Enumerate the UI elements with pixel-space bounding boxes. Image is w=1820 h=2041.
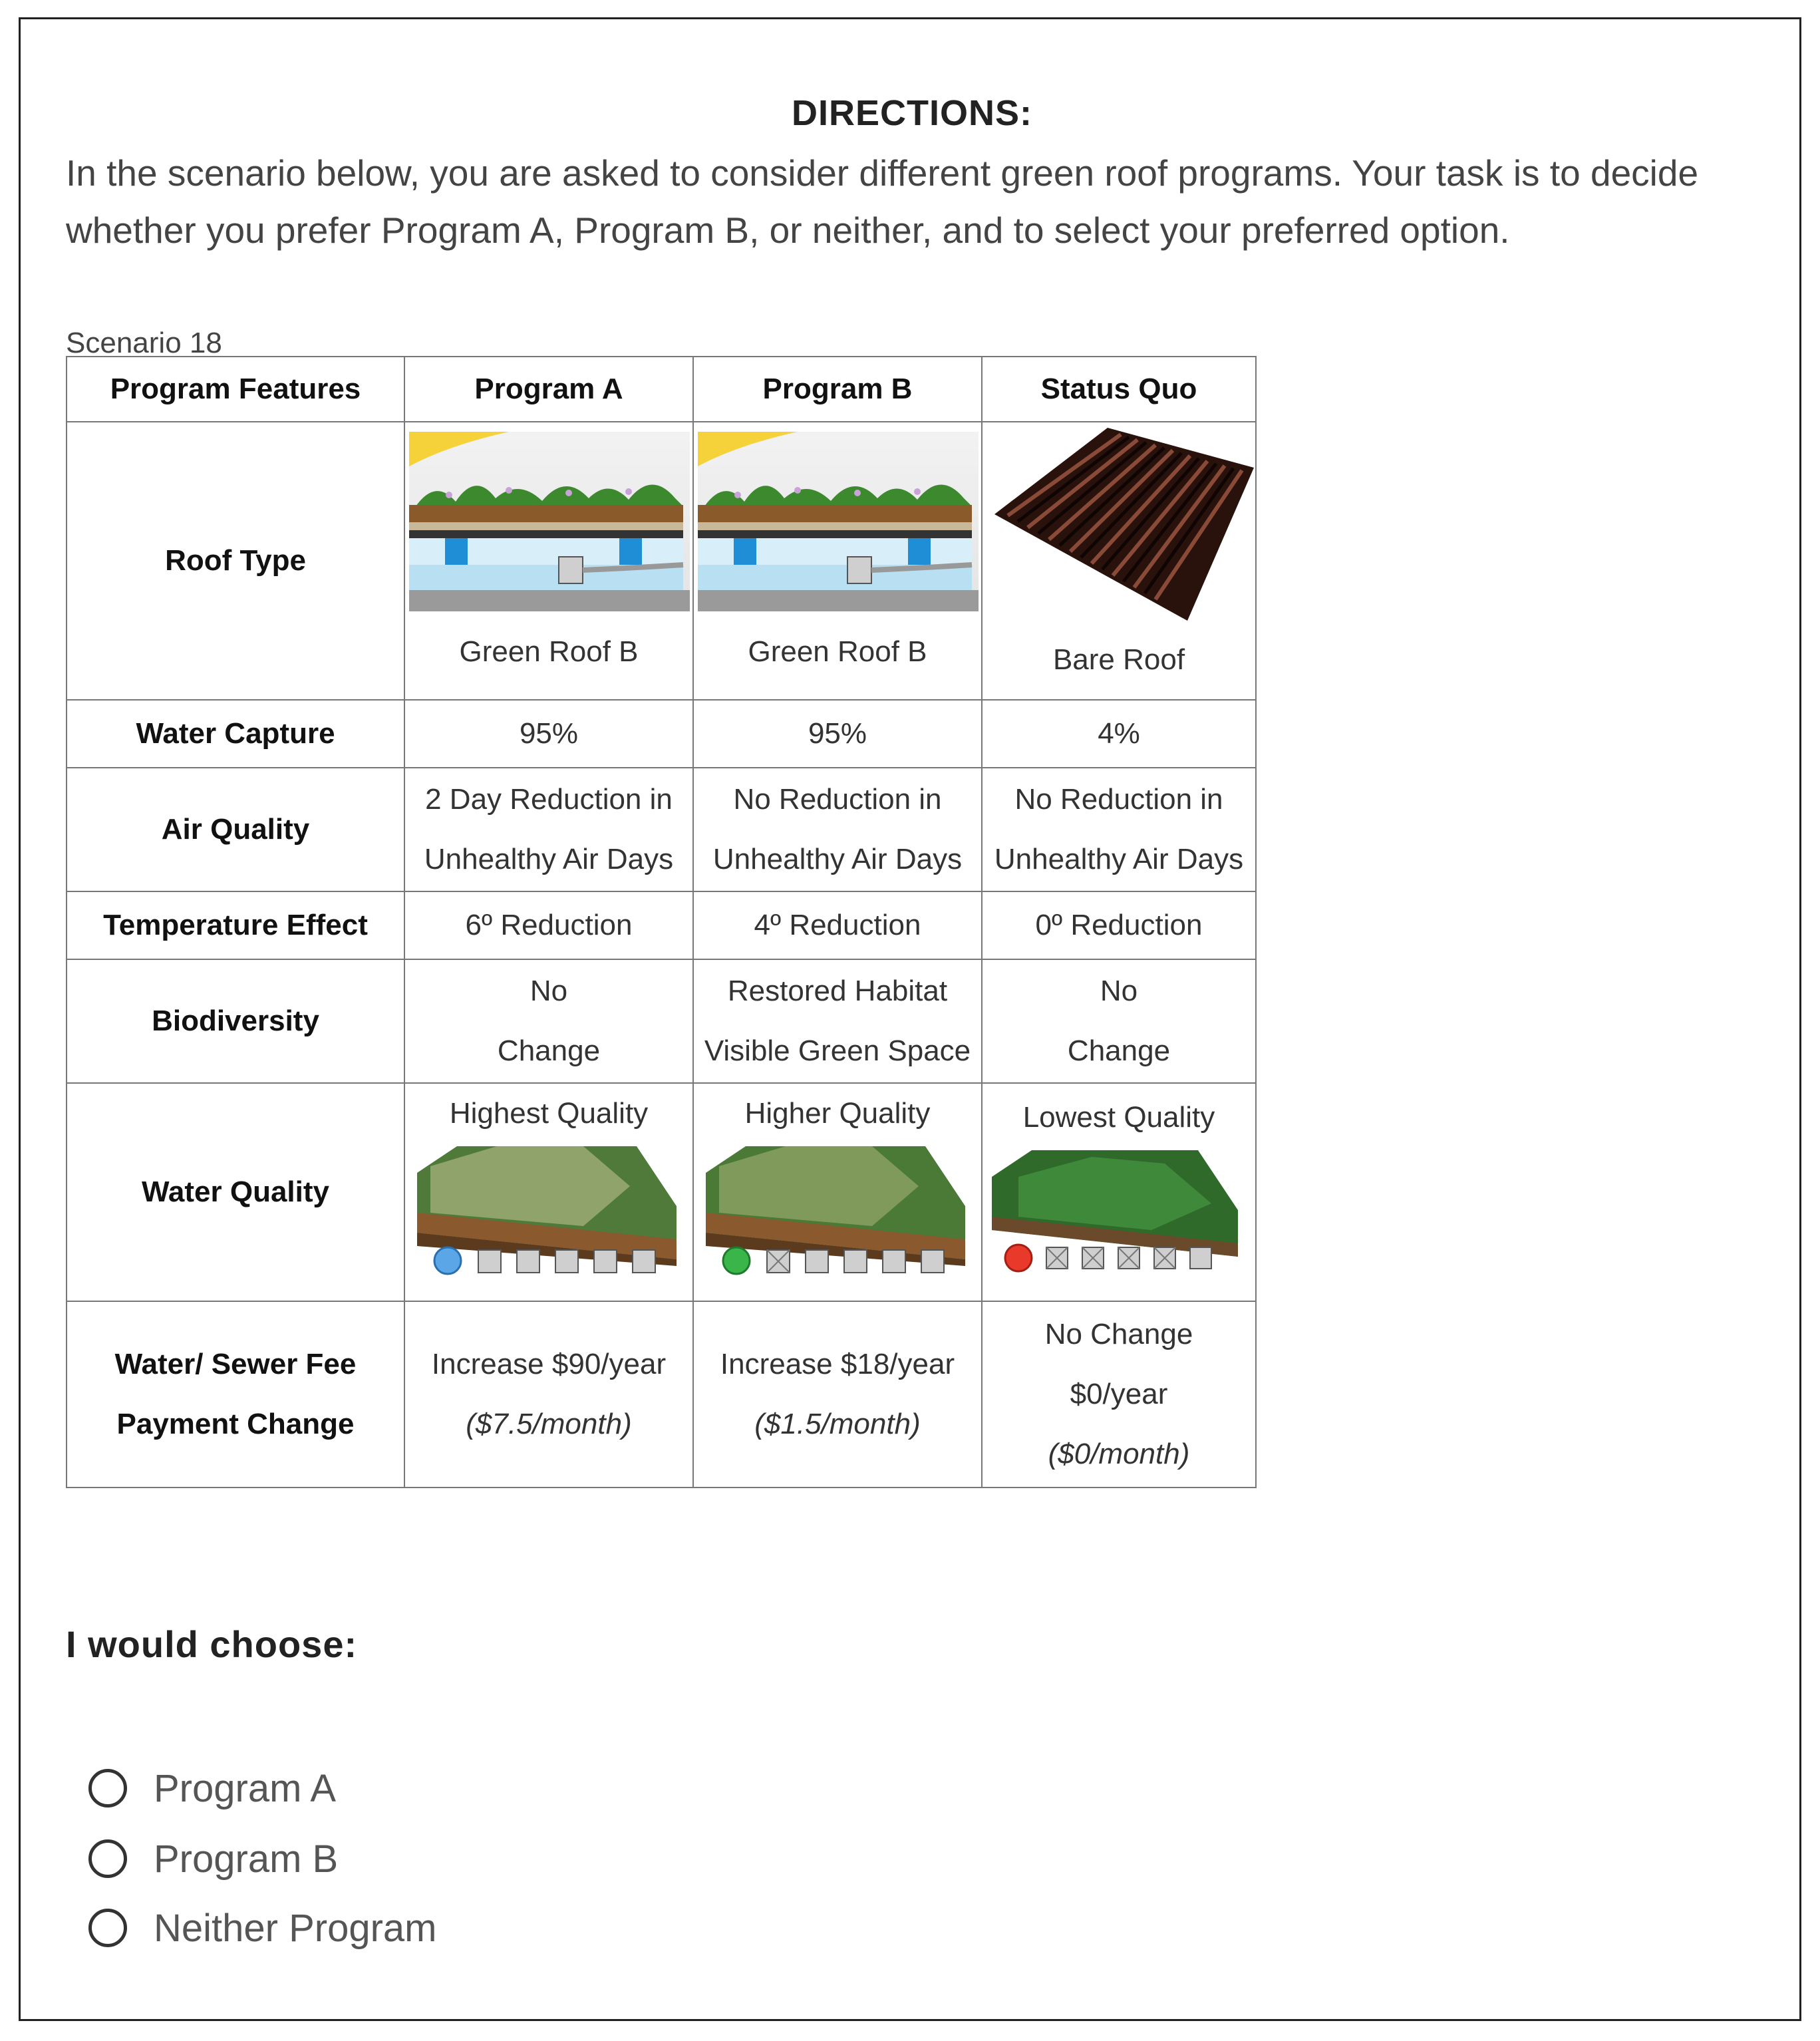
green-roof-image [409,432,690,611]
water-quality-a-label: Highest Quality [449,1097,649,1130]
temperature-status-quo: 0º Reduction [982,891,1256,959]
fee-a-line1: Increase $90/year [431,1348,667,1380]
survey-frame [19,17,1801,2021]
radio-program-b[interactable] [88,1839,127,1878]
roof-type-b: Green Roof B [748,635,927,668]
header-program-b: Program B [693,357,982,422]
cell-roof-b [693,422,982,700]
row-fee-change [67,1301,1256,1488]
option-program-a[interactable] [88,1758,336,1818]
cell-roof-a [404,422,693,700]
water-quality-b-label: Higher Quality [744,1097,931,1130]
fee-status-quo [982,1301,1256,1488]
air-quality-b-line2: Unhealthy Air Days [712,843,963,875]
biodiversity-b-line1: Restored Habitat [727,975,948,1007]
option-program-a-label: Program A [154,1766,336,1810]
row-air-quality [67,768,1256,891]
water-capture-b: 95% [693,700,982,768]
air-quality-a [404,768,693,891]
header-program-features: Program Features [67,357,404,422]
row-label-water-capture: Water Capture [67,700,404,768]
option-program-b[interactable] [88,1829,338,1889]
radio-program-a[interactable] [88,1769,127,1807]
air-quality-b [693,768,982,891]
temperature-b: 4º Reduction [693,891,982,959]
green-roof-image [698,432,979,611]
fee-sq-line2: $0/year [1070,1378,1168,1410]
roof-type-status-quo: Bare Roof [1052,643,1185,676]
row-label-water-quality: Water Quality [67,1083,404,1301]
directions-text: In the scenario below, you are asked to consider different green roof programs. Your task is to decide whether you prefer Program A, Program B, or neither, and to select your preferred option. [66,152,1699,251]
table-header-row [67,357,1256,422]
water-quality-dot [1005,1245,1032,1271]
fee-label-line1: Water/ Sewer Fee [114,1348,357,1380]
air-quality-sq-line2: Unhealthy Air Days [994,843,1244,875]
radio-neither-program[interactable] [88,1909,127,1947]
row-label-temperature-effect: Temperature Effect [67,891,404,959]
biodiversity-a-line1: No [530,975,568,1007]
water-quality-dot [723,1247,750,1274]
stream-diagram-image [992,1150,1247,1277]
fee-sq-line1: No Change [1044,1318,1193,1350]
row-label-biodiversity: Biodiversity [67,959,404,1083]
air-quality-sq-line1: No Reduction in [1014,783,1223,816]
scenario-label: Scenario 18 [66,327,222,359]
water-quality-status-quo [982,1083,1256,1301]
fee-b-line2: ($1.5/month) [754,1408,921,1440]
biodiversity-a [404,959,693,1083]
row-label-fee-change [67,1301,404,1488]
fee-b-line1: Increase $18/year [720,1348,955,1380]
biodiversity-sq-line2: Change [1067,1034,1171,1067]
cell-roof-status-quo [982,422,1256,700]
stream-diagram-image [417,1146,683,1279]
water-capture-status-quo: 4% [982,700,1256,768]
water-quality-sq-label: Lowest Quality [1022,1101,1215,1134]
fee-label-line2: Payment Change [116,1408,355,1440]
row-label-air-quality: Air Quality [67,768,404,891]
roof-type-a: Green Roof B [459,635,639,668]
water-quality-a [404,1083,693,1301]
water-capture-a: 95% [404,700,693,768]
fee-b [693,1301,982,1488]
biodiversity-a-line2: Change [497,1034,601,1067]
row-water-capture [67,700,1256,768]
biodiversity-sq-line1: No [1100,975,1138,1007]
biodiversity-b [693,959,982,1083]
fee-sq-line3: ($0/month) [1048,1438,1190,1470]
corrugated-metal-roof-image [988,428,1254,621]
row-label-roof-type: Roof Type [67,422,404,700]
air-quality-a-line1: 2 Day Reduction in [425,783,673,816]
air-quality-b-line1: No Reduction in [733,783,942,816]
fee-a [404,1301,693,1488]
air-quality-status-quo [982,768,1256,891]
features-table [66,356,1257,1488]
header-status-quo: Status Quo [982,357,1256,422]
biodiversity-b-line2: Visible Green Space [704,1034,971,1067]
biodiversity-status-quo [982,959,1256,1083]
row-water-quality [67,1083,1256,1301]
option-neither-program[interactable] [88,1898,436,1958]
temperature-a: 6º Reduction [404,891,693,959]
option-neither-program-label: Neither Program [154,1906,437,1950]
directions-title: DIRECTIONS: [792,93,1032,133]
water-quality-dot [434,1247,461,1274]
fee-a-line2: ($7.5/month) [466,1408,632,1440]
option-program-b-label: Program B [154,1837,339,1881]
row-temperature-effect [67,891,1256,959]
header-program-a: Program A [404,357,693,422]
choice-title: I would choose: [66,1623,358,1665]
row-roof-type [67,422,1256,700]
water-quality-b [693,1083,982,1301]
air-quality-a-line2: Unhealthy Air Days [424,843,674,875]
row-biodiversity [67,959,1256,1083]
stream-diagram-image [706,1146,972,1279]
